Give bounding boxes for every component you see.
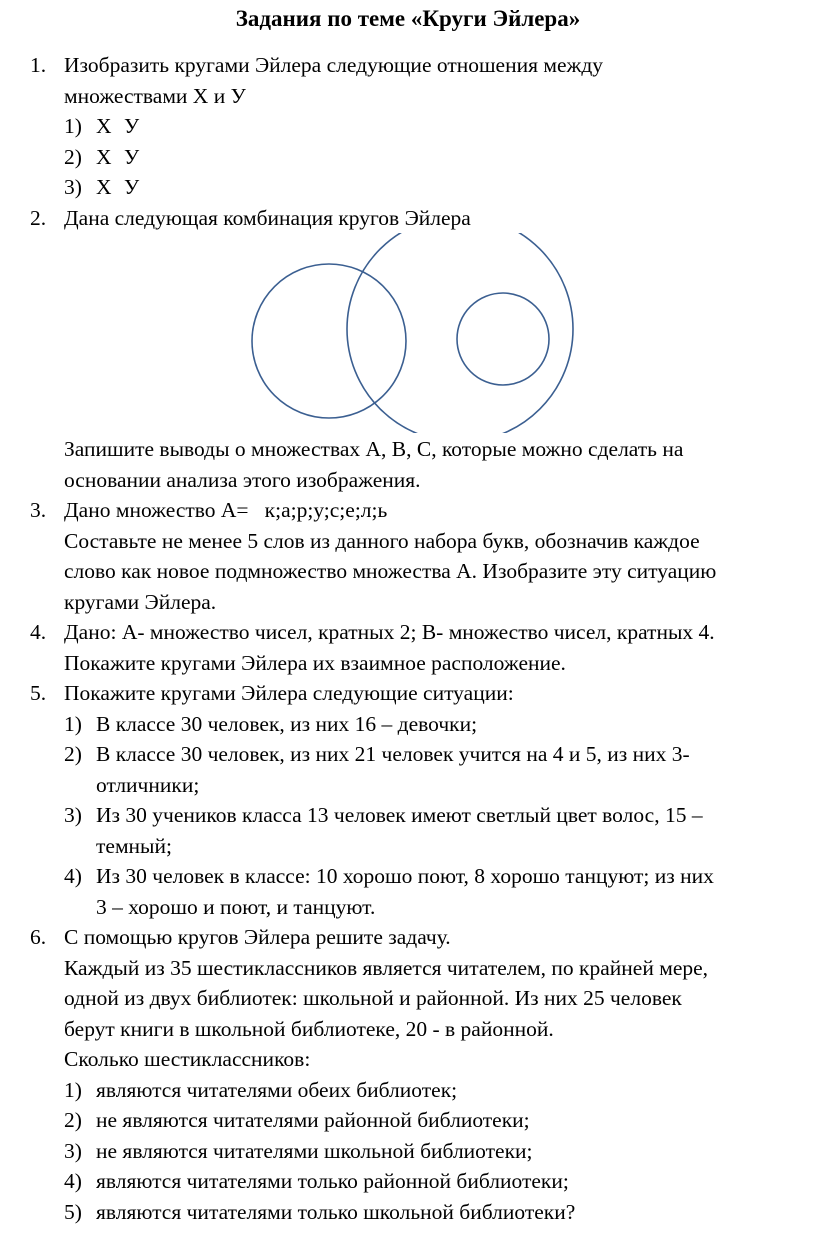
task-text-line: Каждый из 35 шестиклассников является читателем, по крайней мере, bbox=[64, 955, 709, 980]
item-text-line: отличники; bbox=[96, 772, 200, 797]
task-4 bbox=[30, 617, 810, 678]
item-number: 4) bbox=[64, 864, 82, 888]
task-number: 4. bbox=[30, 620, 47, 644]
task-text-line: Дано: А- множество чисел, кратных 2; В- множество чисел, кратных 4. bbox=[64, 620, 715, 644]
item-text-line: В классе 30 человек, из них 16 – девочки; bbox=[96, 711, 478, 736]
item-text-line: являются читателями только школьной библиотеки? bbox=[96, 1199, 576, 1224]
task-text-line: множествами Х и У bbox=[64, 83, 246, 108]
situation-item bbox=[64, 861, 810, 922]
relation-item bbox=[64, 111, 810, 142]
item-text-line: не являются читателями школьной библиотеки; bbox=[96, 1138, 533, 1163]
set-y-label: У bbox=[124, 114, 140, 138]
task-number: 1. bbox=[30, 53, 47, 77]
situation-item bbox=[64, 800, 810, 861]
item-number: 2) bbox=[64, 1108, 82, 1132]
task-text-line: слово как новое подмножество множества А. Изобразите эту ситуацию bbox=[64, 559, 717, 583]
item-text-line: темный; bbox=[96, 833, 172, 858]
item-number: 3) bbox=[64, 175, 82, 199]
task-text-line: Изобразить кругами Эйлера следующие отношения между bbox=[64, 53, 604, 77]
question-item bbox=[64, 1136, 810, 1167]
task-5 bbox=[30, 678, 810, 922]
item-text-line: 3 – хорошо и поют, и танцуют. bbox=[96, 894, 376, 919]
task-text-line: основании анализа этого изображения. bbox=[64, 467, 421, 492]
task-text-line: Дана следующая комбинация кругов Эйлера bbox=[64, 205, 471, 230]
task-number: 3. bbox=[30, 498, 47, 522]
page-title: Задания по теме «Круги Эйлера» bbox=[235, 6, 581, 31]
task-6 bbox=[30, 922, 810, 1227]
task-number: 2. bbox=[30, 205, 47, 230]
task-text-line: одной из двух библиотек: школьной и районной. Из них 25 человек bbox=[64, 986, 682, 1010]
item-number: 1) bbox=[64, 711, 82, 736]
situation-item bbox=[64, 709, 810, 740]
task-text-line: Покажите кругами Эйлера следующие ситуации: bbox=[64, 681, 514, 705]
question-item bbox=[64, 1075, 810, 1106]
relation-item bbox=[64, 172, 810, 203]
item-number: 3) bbox=[64, 803, 82, 827]
situation-item bbox=[64, 739, 810, 800]
item-number: 5) bbox=[64, 1199, 82, 1224]
task-2 bbox=[30, 203, 810, 496]
question-item bbox=[64, 1197, 810, 1228]
task-text-line: Покажите кругами Эйлера их взаимное расположение. bbox=[64, 650, 566, 675]
question-item bbox=[64, 1105, 810, 1136]
euler-circles-svg bbox=[247, 233, 607, 433]
item-number: 3) bbox=[64, 1138, 82, 1163]
item-number: 1) bbox=[64, 1077, 82, 1102]
euler-diagram bbox=[64, 233, 810, 434]
task-1 bbox=[30, 50, 810, 203]
task-text-line: берут книги в школьной библиотеке, 20 - в районной. bbox=[64, 1016, 554, 1041]
task-text-line: Запишите выводы о множествах А, В, С, которые можно сделать на bbox=[64, 437, 684, 461]
question-item bbox=[64, 1166, 810, 1197]
euler-circle-b bbox=[347, 233, 573, 433]
item-text-line: В классе 30 человек, из них 21 человек учится на 4 и 5, из них 3- bbox=[96, 742, 690, 766]
task-number: 6. bbox=[30, 925, 47, 949]
item-number: 4) bbox=[64, 1169, 82, 1193]
item-text-line: Из 30 учеников класса 13 человек имеют светлый цвет волос, 15 – bbox=[96, 803, 703, 827]
set-x-label: Х bbox=[96, 144, 112, 169]
set-y-label: У bbox=[124, 144, 140, 169]
task-list bbox=[30, 50, 810, 1227]
item-text-line: Из 30 человек в классе: 10 хорошо поют, 8 хорошо танцуют; из них bbox=[96, 864, 714, 888]
set-x-label: Х bbox=[96, 175, 112, 199]
item-number: 2) bbox=[64, 144, 82, 169]
task-3 bbox=[30, 495, 810, 617]
task-number: 5. bbox=[30, 681, 47, 705]
task-text-line: Сколько шестиклассников: bbox=[64, 1047, 311, 1071]
item-text-line: не являются читателями районной библиотеки; bbox=[96, 1108, 530, 1132]
item-number: 1) bbox=[64, 114, 82, 138]
item-text-line: являются читателями только районной библиотеки; bbox=[96, 1169, 569, 1193]
set-x-label: Х bbox=[96, 114, 112, 138]
euler-circle-c bbox=[457, 293, 549, 385]
euler-circle-a bbox=[252, 264, 406, 418]
item-text-line: являются читателями обеих библиотек; bbox=[96, 1077, 458, 1102]
task-text-line: Дано множество А= к;а;р;у;с;е;л;ь bbox=[64, 498, 388, 522]
task-text-line: С помощью кругов Эйлера решите задачу. bbox=[64, 925, 451, 949]
set-y-label: У bbox=[124, 175, 140, 199]
relation-item bbox=[64, 142, 810, 173]
task-text-line: Составьте не менее 5 слов из данного набора букв, обозначив каждое bbox=[64, 528, 700, 553]
item-number: 2) bbox=[64, 742, 82, 766]
task-text-line: кругами Эйлера. bbox=[64, 589, 217, 614]
